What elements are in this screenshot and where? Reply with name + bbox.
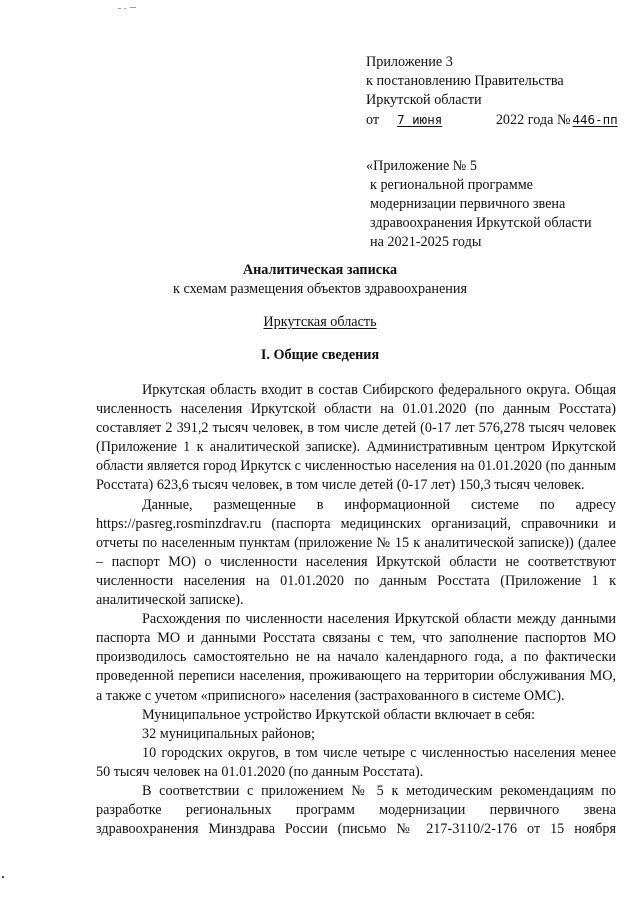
appendix-header: [366, 53, 618, 130]
date-field: [379, 112, 488, 128]
appendix-line-1: Приложение 3: [366, 54, 453, 70]
appendix-5-header: [366, 157, 592, 252]
document-body: [96, 381, 616, 839]
scan-artifact-dot: [2, 876, 4, 878]
date-prefix: от: [366, 112, 380, 128]
appendix-line-2: к постановлению Правительства: [366, 73, 564, 89]
appendix5-line-1: «Приложение № 5: [366, 158, 477, 174]
section-heading: I. Общие сведения: [260, 347, 380, 363]
year-text: 2022 года №: [495, 112, 571, 128]
paragraph-methodology: В соответствии с приложением № 5 к методическим рекомендациям по разработке региональных программ модернизации первичного звена здравоохранения Минздрава России (письмо № 217-3110/2-176 от 15 ноября: [96, 782, 616, 838]
appendix-date-line: [366, 110, 618, 130]
paragraph-discrepancy: Расхождения по численности населения Иркутской области между данными паспорта МО и данными Росстата связаны с тем, что заполнение паспортов МО производилось самостоятельно не на начало календарного года, а по фактически проведенной переписи населения, проживающего на территории обслуживания МО, а также с учетом «приписного» населения (застрахованного в системе ОМС).: [96, 611, 616, 704]
document-title: Аналитическая записка: [242, 262, 398, 278]
region-name: Иркутская область: [263, 314, 377, 330]
scan-artifact: [118, 6, 140, 11]
appendix-line-3: Иркутской области: [366, 92, 482, 108]
paragraph-city-districts: 10 городских округов, в том числе четыре с численностью населения менее 50 тысяч человек на 01.01.2020 (по данным Росстата).: [96, 744, 616, 780]
paragraph-passport-data: Данные, размещенные в информационной системе по адресу https://pasreg.rosminzdrav.ru (паспорта медицинских организаций, справочники и отчеты по населенным пунктам (приложение № 15 к аналитической записке)) (далее – паспорт МО) о численности населения Иркутской области не соответствуют численности населения на 01.01.2020 по данным Росстата (Приложение 1 к аналитической записке).: [96, 496, 616, 609]
document-subtitle: к схемам размещения объектов здравоохранения: [173, 281, 467, 297]
appendix5-line-5: на 2021-2025 годы: [370, 234, 482, 250]
appendix5-line-3: модернизации первичного звена: [370, 196, 566, 212]
paragraph-population: Иркутская область входит в состав Сибирского федерального округа. Общая численность населения Иркутской области на 01.01.2020 (по данным Росстата) составляет 2 391,2 тысяч человек, в том числе детей (0-17 лет 576,278 тысяч человек (Приложение 1 к аналитической записке). Административным центром Иркутской области является город Иркутск с численностью населения на 01.01.2020 (по данным Росстата) 623,6 тысяч человек, в том числе детей (0-17 лет) 150,3 тысяч человек.: [96, 382, 616, 494]
appendix5-line-4: здравоохранения Иркутской области: [370, 215, 592, 231]
date-value: 7 июня: [397, 112, 443, 127]
appendix5-line-2: к региональной программе: [370, 177, 533, 193]
paragraph-districts: 32 муниципальных районов;: [142, 725, 315, 742]
paragraph-municipal-structure: Муниципальное устройство Иркутской области включает в себя:: [142, 706, 536, 723]
number-value: 446-пп: [572, 112, 618, 127]
